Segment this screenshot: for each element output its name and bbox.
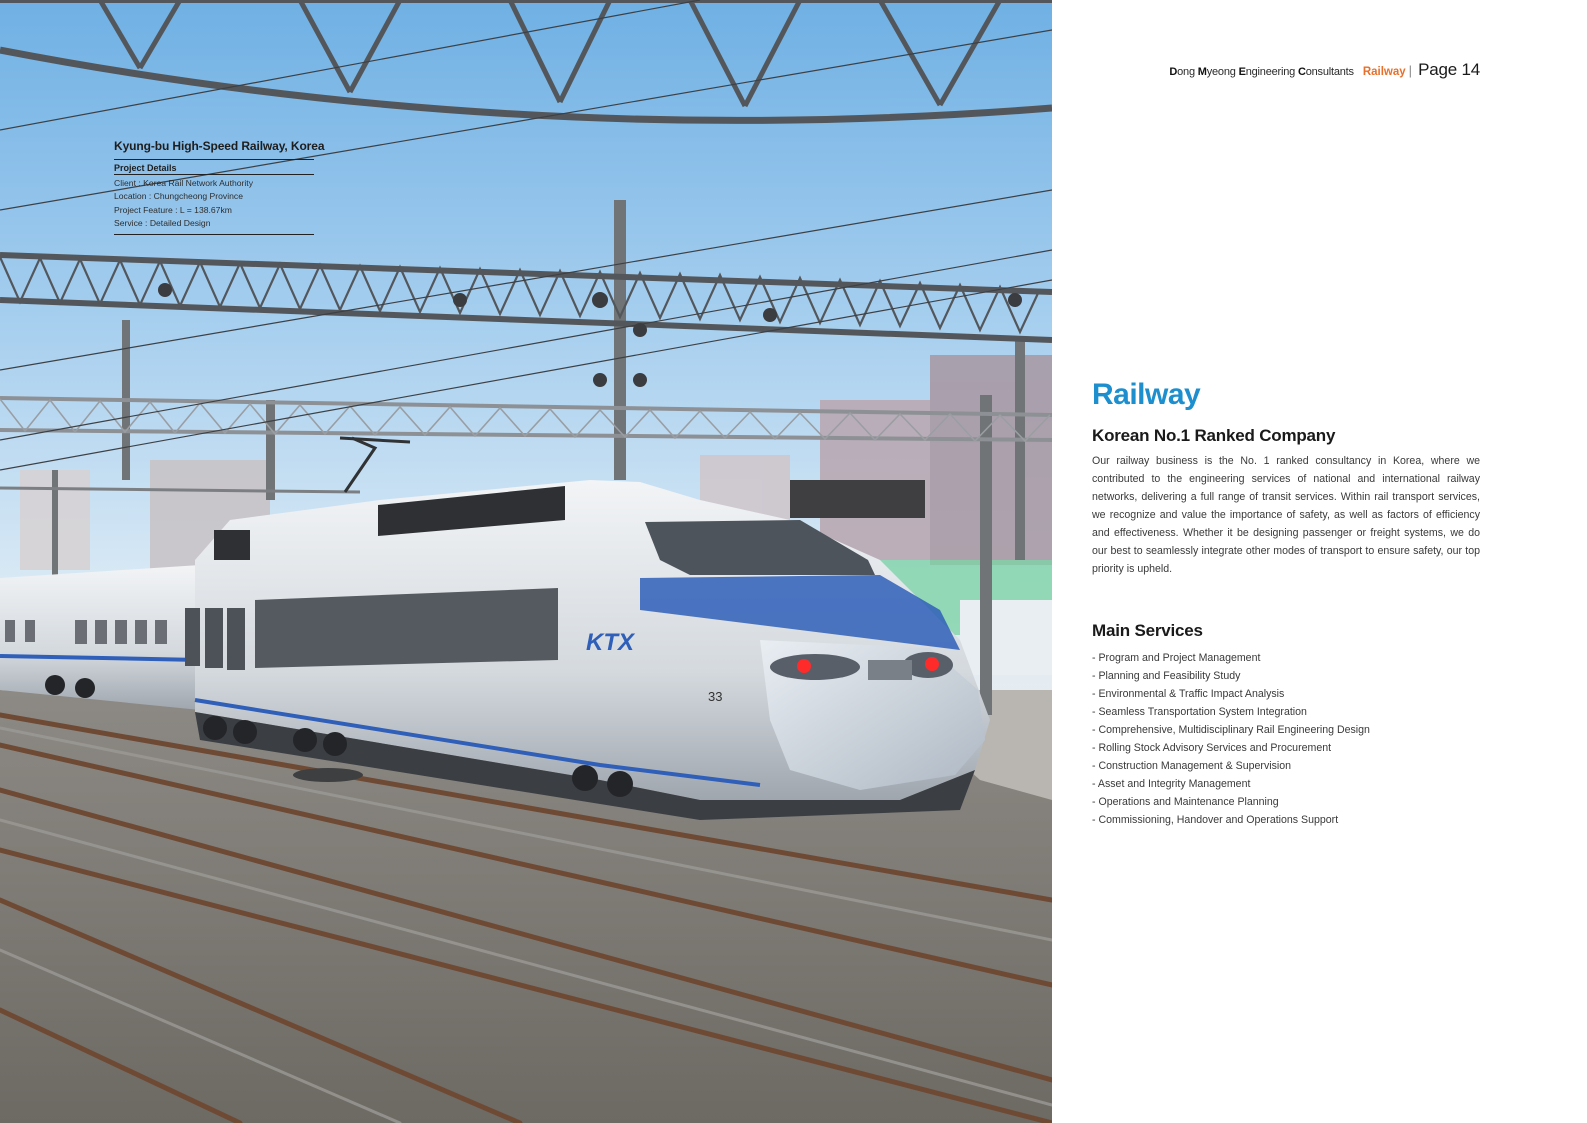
company-word-rest: onsultants [1305, 66, 1354, 78]
list-item: - Environmental & Traffic Impact Analysis [1092, 688, 1285, 700]
intro-heading: Korean No.1 Ranked Company [1092, 426, 1336, 445]
header-separator: | [1408, 63, 1413, 78]
company-word-rest: ngineering [1245, 66, 1296, 78]
ktx-logo: KTX [586, 629, 634, 656]
page-number: Page 14 [1418, 60, 1480, 79]
list-item: - Program and Project Management [1092, 652, 1261, 664]
list-item: - Planning and Feasibility Study [1092, 670, 1241, 682]
list-item: - Asset and Integrity Management [1092, 778, 1251, 790]
company-name [1169, 66, 1353, 78]
company-word-rest: yeong [1206, 66, 1236, 78]
company-word-initial: D [1169, 66, 1178, 78]
main-content [1092, 378, 1480, 829]
project-detail-client: Client : Korea Rail Network Authority [114, 178, 253, 188]
intro-paragraph: Our railway business is the No. 1 ranked consultancy in Korea, where we contributed to the engineering services of national and international railway networks, delivering a full range of transit services. Within rail transport services, we recognize and value the importance of safety, as well as factors of efficiency and effectiveness. Whether it be designing passenger or freight systems, we do our best to seamlessly integrate other modes of transport to ensure safety, our top priority is upheld. [1092, 455, 1480, 575]
services-list [1092, 649, 1480, 829]
page-header [1169, 60, 1480, 80]
company-word-initial: E [1238, 66, 1246, 78]
project-details-list [114, 175, 314, 235]
services-heading: Main Services [1092, 621, 1203, 640]
list-item: - Comprehensive, Multidisciplinary Rail Engineering Design [1092, 724, 1370, 736]
project-detail-location: Location : Chungcheong Province [114, 191, 243, 202]
list-item: - Rolling Stock Advisory Services and Procurement [1092, 742, 1332, 754]
project-detail-service: Service : Detailed Design [114, 218, 211, 229]
station-sign [790, 480, 925, 518]
list-item: - Construction Management & Supervision [1092, 760, 1292, 772]
section-title: Railway [1092, 378, 1201, 411]
project-detail-feature: Project Feature : L = 138.67km [114, 204, 232, 215]
list-item: - Seamless Transportation System Integration [1092, 706, 1307, 718]
header-section-name: Railway [1362, 66, 1406, 78]
company-word-initial: C [1297, 66, 1306, 78]
company-word-initial: M [1197, 66, 1207, 78]
platform-wall [960, 600, 1052, 675]
pantograph [340, 438, 410, 492]
company-word-rest: ong [1177, 66, 1195, 78]
project-caption [114, 139, 325, 235]
train-number: 33 [708, 689, 723, 704]
list-item: - Operations and Maintenance Planning [1092, 796, 1279, 808]
project-title: Kyung-bu High-Speed Railway, Korea [114, 139, 314, 160]
list-item: - Commissioning, Handover and Operations Support [1092, 814, 1339, 826]
project-details-label: Project Details [114, 160, 314, 175]
